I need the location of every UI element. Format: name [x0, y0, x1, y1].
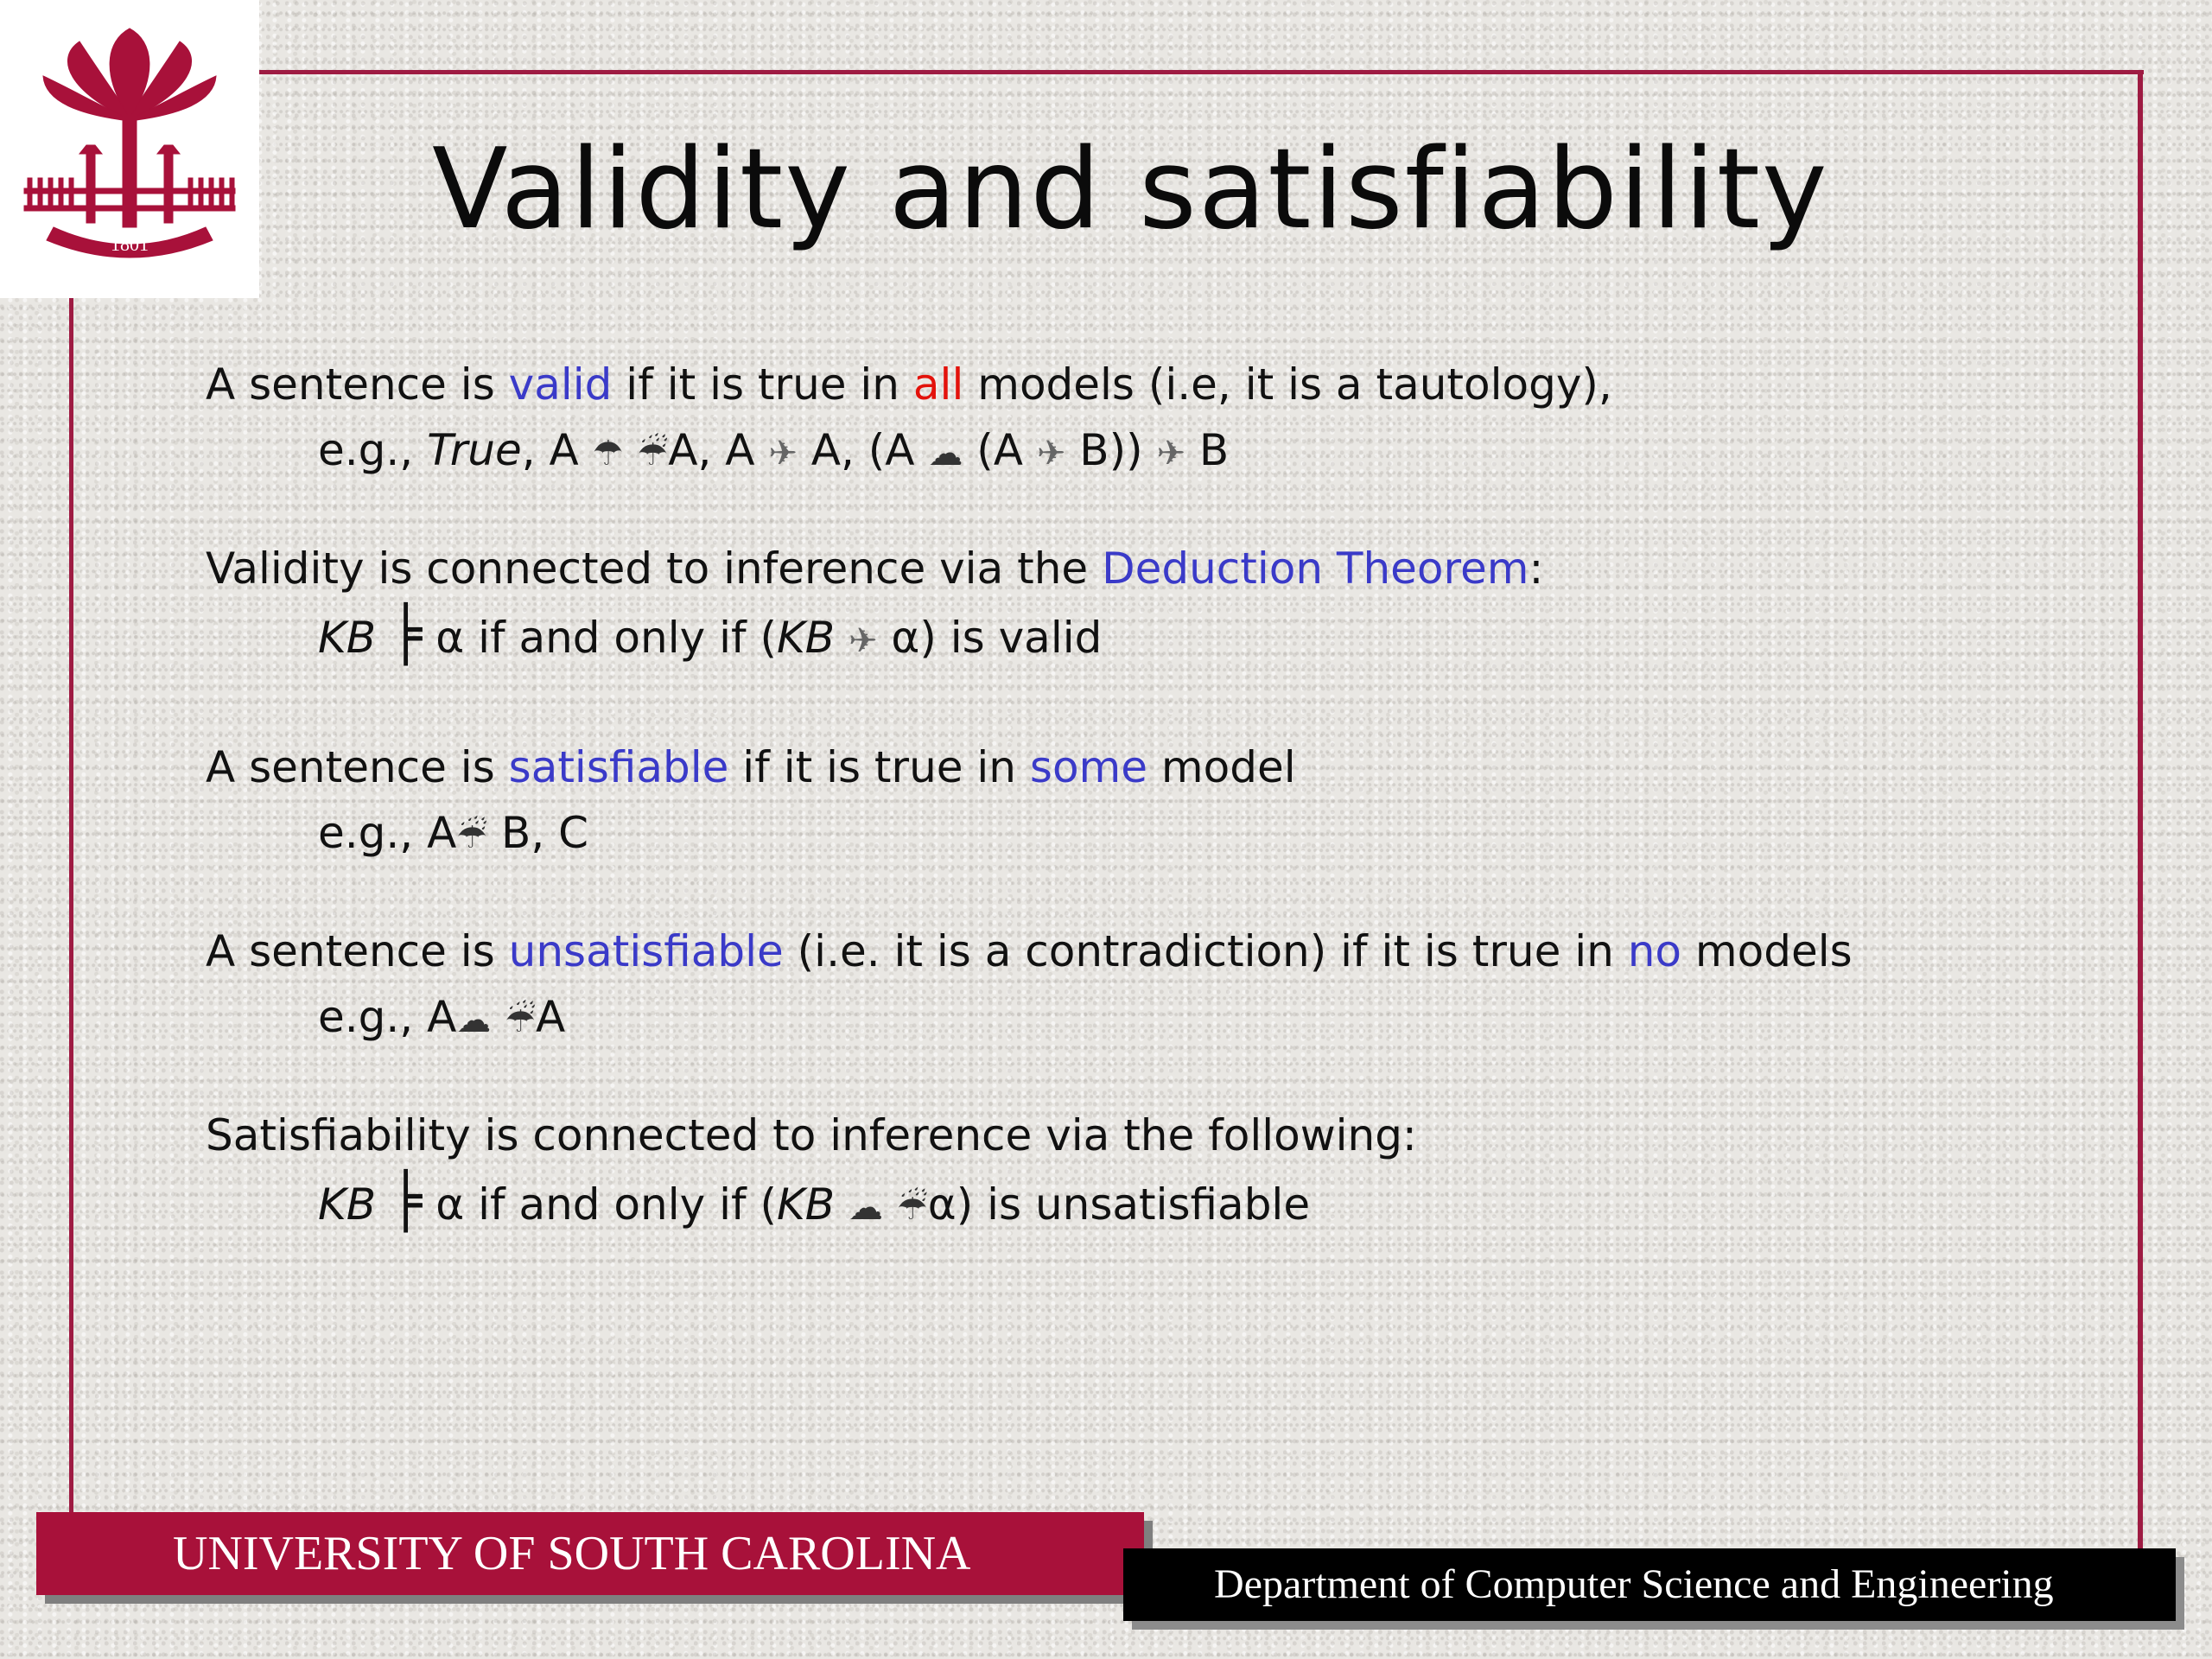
text: (A: [963, 425, 1037, 475]
text: e.g.,: [318, 425, 428, 475]
logo-box: [0, 0, 259, 298]
text: A: [536, 992, 566, 1042]
satisfiability-inference-statement: [206, 1105, 1417, 1166]
palmetto-seal-icon: [19, 24, 240, 268]
text-kb: KB: [776, 1179, 836, 1230]
text: A sentence is: [206, 926, 509, 976]
term-valid: valid: [508, 359, 613, 410]
text-kb: KB: [318, 1179, 377, 1230]
term-all: all: [912, 359, 964, 410]
term-satisfiable: satisfiable: [508, 742, 729, 792]
unsatisfiable-examples: [318, 987, 565, 1051]
text: A sentence is: [206, 742, 509, 792]
cloud-icon: ☁: [848, 1188, 883, 1228]
valid-examples: [318, 420, 1229, 484]
umbrella-rain-icon: ☔: [456, 817, 488, 856]
text-true: True: [427, 425, 522, 475]
text: e.g., A: [318, 808, 457, 858]
text: α) is valid: [877, 613, 1103, 663]
text: A, A: [668, 425, 769, 475]
umbrella-rain-icon: ☔: [505, 1001, 537, 1040]
text: :: [1529, 543, 1544, 594]
term-some: some: [1029, 742, 1148, 792]
airplane-icon: ✈: [768, 434, 798, 474]
text: B, C: [487, 808, 589, 858]
term-unsatisfiable: unsatisfiable: [508, 926, 784, 976]
slide-title: Validity and satisfiability: [432, 125, 1829, 254]
text: e.g., A: [318, 992, 457, 1042]
satisfiable-definition: [206, 737, 1296, 798]
text: model: [1147, 742, 1296, 792]
text: B)): [1065, 425, 1157, 475]
umbrella-rain-icon: ☔: [896, 1188, 928, 1228]
cloud-icon: ☁: [928, 434, 963, 474]
text: α if and only if (: [422, 1179, 777, 1230]
valid-definition: [206, 354, 1612, 415]
airplane-icon: ✈: [1036, 434, 1066, 474]
text: B: [1185, 425, 1230, 475]
entails-symbol: ╞: [390, 602, 423, 665]
text: Satisfiability is connected to inference via the following:: [206, 1110, 1417, 1160]
text-kb: KB: [776, 613, 836, 663]
umbrella-icon: ☂: [592, 434, 624, 474]
airplane-icon: ✈: [1156, 434, 1186, 474]
satisfiable-examples: [318, 803, 588, 867]
logo-year: 1801: [111, 233, 149, 255]
text: , A: [521, 425, 593, 475]
text: (i.e. it is a contradiction) if it is true in: [783, 926, 1628, 976]
frame-left-line: [69, 285, 73, 1521]
text: if it is true in: [728, 742, 1030, 792]
entails-symbol: ╞: [390, 1169, 423, 1232]
frame-top-line: [259, 70, 2144, 74]
cloud-icon: ☁: [456, 1001, 492, 1040]
term-deduction-theorem: Deduction Theorem: [1102, 543, 1529, 594]
deduction-formula: [318, 604, 1102, 671]
text: α) is unsatisfiable: [927, 1179, 1311, 1230]
airplane-icon: ✈: [848, 621, 878, 661]
text: α if and only if (: [422, 613, 777, 663]
frame-right-line: [2138, 70, 2143, 1556]
text-kb: KB: [318, 613, 377, 663]
text: A, (A: [797, 425, 929, 475]
department-banner: Department of Computer Science and Engineering: [1123, 1548, 2176, 1621]
umbrella-rain-icon: ☔: [637, 434, 669, 474]
text: Validity is connected to inference via the: [206, 543, 1103, 594]
unsatisfiable-definition: [206, 921, 1853, 982]
university-banner: UNIVERSITY OF SOUTH CAROLINA: [36, 1512, 1144, 1595]
text: models: [1681, 926, 1853, 976]
deduction-statement: [206, 538, 1543, 599]
text: models (i.e, it is a tautology),: [963, 359, 1612, 410]
text: if it is true in: [612, 359, 913, 410]
satisfiability-inference-formula: [318, 1171, 1310, 1238]
term-no: no: [1627, 926, 1682, 976]
text: A sentence is: [206, 359, 509, 410]
